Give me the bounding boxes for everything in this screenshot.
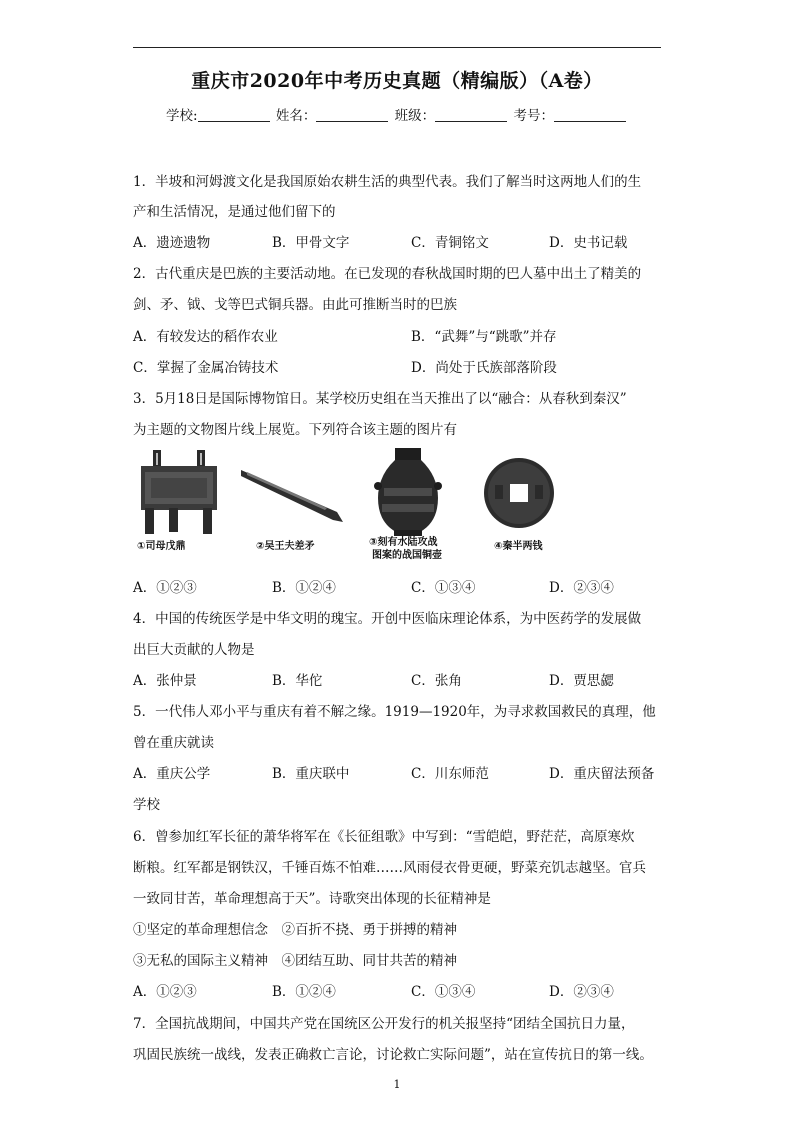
fuchai-spear-image <box>237 460 349 530</box>
q5-text-line-2: 曾在重庆就读 <box>133 735 214 751</box>
q6-option-a[interactable]: A．①②③ <box>133 984 197 1000</box>
exam-no-label: 考号： <box>513 108 554 124</box>
q1-option-b[interactable]: B．甲骨文字 <box>272 235 350 251</box>
q4-text-line-2: 出巨大贡献的人物是 <box>133 642 255 658</box>
page-title: 重庆市2020年中考历史真题（精编版）（A卷） <box>191 70 603 92</box>
q1-text-line-2: 产和生活情况，是通过他们留下的 <box>133 204 336 220</box>
q2-option-a[interactable]: A．有较发达的稻作农业 <box>133 329 278 345</box>
q1-option-c[interactable]: C．青铜铭文 <box>411 235 489 251</box>
q1-text-line-1: 1．半坡和河姆渡文化是我国原始农耕生活的典型代表。我们了解当时这两地人们的生 <box>133 174 642 190</box>
q7-text-line-2: 巩固民族统一战线，发表正确救亡言论，讨论救亡实际问题”，站在宣传抗日的第一线。 <box>133 1047 653 1063</box>
exam-no-field[interactable] <box>554 109 626 122</box>
q2-option-d[interactable]: D．尚处于氏族部落阶段 <box>411 360 557 376</box>
q6-option-b[interactable]: B．①②④ <box>272 984 336 1000</box>
q6-option-d[interactable]: D．②③④ <box>549 984 614 1000</box>
simuwu-ding-image <box>133 446 223 538</box>
page-number: 1 <box>393 1078 401 1091</box>
q3-option-b[interactable]: B．①②④ <box>272 580 336 596</box>
caption-qin-coin: ④秦半两钱 <box>494 541 543 552</box>
class-label: 班级： <box>394 108 436 124</box>
q1-option-d[interactable]: D．史书记载 <box>549 235 628 251</box>
q2-option-b[interactable]: B．“武舞”与“跳歌”并存 <box>411 329 557 345</box>
school-field[interactable] <box>198 109 270 122</box>
class-field[interactable] <box>435 109 507 122</box>
q3-option-d[interactable]: D．②③④ <box>549 580 614 596</box>
q2-text-line-1: 2．古代重庆是巴族的主要活动地。在已发现的春秋战国时期的巴人墓中出土了精美的 <box>133 266 642 282</box>
q6-text-line-1: 6．曾参加红军长征的萧华将军在《长征组歌》中写到：“雪皑皑，野茫茫，高原寒炊 <box>133 829 635 845</box>
q1-option-a[interactable]: A．遗迹遗物 <box>133 235 211 251</box>
header-rule <box>133 47 661 48</box>
caption-bronze-hu-line-2: 图案的战国铜壶 <box>372 550 442 561</box>
q5-option-c[interactable]: C．川东师范 <box>411 766 489 782</box>
caption-fuchai-spear: ②吴王夫差矛 <box>256 541 315 552</box>
q5-text-line-1: 5．一代伟人邓小平与重庆有着不解之缘。1919—1920年，为寻求救国救民的真理，他 <box>133 704 656 720</box>
q6-statement-line-1: ①坚定的革命理想信念 ②百折不挠、勇于拼搏的精神 <box>133 922 457 938</box>
q6-text-line-3: 一致同甘苦，革命理想高于天”。诗歌突出体现的长征精神是 <box>133 891 491 907</box>
qin-banliang-coin-image <box>481 455 557 531</box>
q4-option-d[interactable]: D．贾思勰 <box>549 673 614 689</box>
q4-option-a[interactable]: A．张仲景 <box>133 673 197 689</box>
student-info-row <box>0 104 794 124</box>
q3-option-a[interactable]: A．①②③ <box>133 580 197 596</box>
q5-option-d-wrap: 学校 <box>133 797 160 813</box>
q5-option-b[interactable]: B．重庆联中 <box>272 766 350 782</box>
bronze-hu-image <box>368 446 448 538</box>
q4-option-c[interactable]: C．张角 <box>411 673 462 689</box>
school-label: 学校: <box>166 108 198 124</box>
q2-text-line-2: 剑、矛、钺、戈等巴式铜兵器。由此可推断当时的巴族 <box>133 297 457 313</box>
q4-text-line-1: 4．中国的传统医学是中华文明的瑰宝。开创中医临床理论体系，为中医药学的发展做 <box>133 611 642 627</box>
q3-text-line-1: 3．5月18日是国际博物馆日。某学校历史组在当天推出了以“融合：从春秋到秦汉” <box>133 391 627 407</box>
q5-option-d[interactable]: D．重庆留法预备 <box>549 766 655 782</box>
q6-option-c[interactable]: C．①③④ <box>411 984 476 1000</box>
q7-text-line-1: 7．全国抗战期间，中国共产党在国统区公开发行的机关报坚持“团结全国抗日力量， <box>133 1016 635 1032</box>
name-field[interactable] <box>316 109 388 122</box>
q2-option-c[interactable]: C．掌握了金属冶铸技术 <box>133 360 279 376</box>
q3-option-c[interactable]: C．①③④ <box>411 580 476 596</box>
caption-bronze-hu-line-1: ③刻有水陆攻战 <box>369 537 438 548</box>
q3-text-line-2: 为主题的文物图片线上展览。下列符合该主题的图片有 <box>133 422 457 438</box>
q5-option-a[interactable]: A．重庆公学 <box>133 766 211 782</box>
q6-statement-line-2: ③无私的国际主义精神 ④团结互助、同甘共苦的精神 <box>133 953 457 969</box>
name-label: 姓名： <box>275 108 317 124</box>
q6-text-line-2: 断粮。红军都是钢铁汉，千锤百炼不怕难……风雨侵衣骨更硬，野菜充饥志越坚。官兵 <box>133 860 646 876</box>
caption-simuwu-ding: ①司母戊鼎 <box>137 541 186 552</box>
q4-option-b[interactable]: B．华佗 <box>272 673 323 689</box>
